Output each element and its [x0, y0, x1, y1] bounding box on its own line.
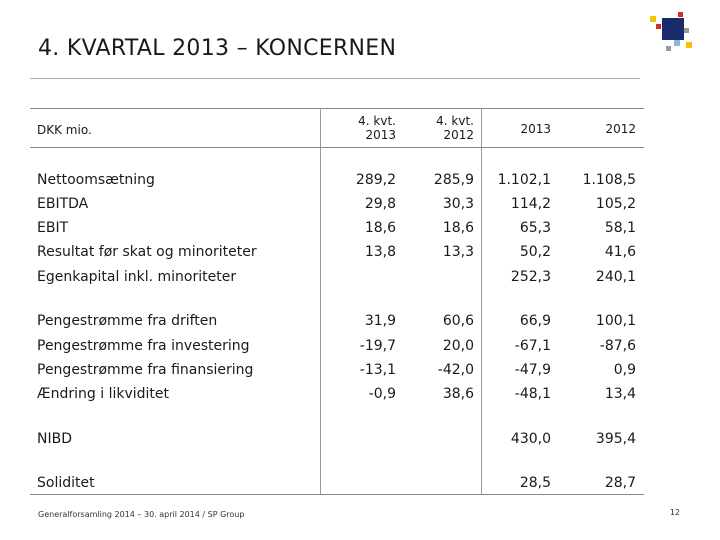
table-row	[30, 336, 644, 356]
logo-lightblue-square	[674, 40, 680, 46]
table-cell: 28,5	[519, 475, 551, 491]
table-cell: 252,3	[510, 269, 551, 285]
table-cell: 20,0	[442, 338, 474, 354]
row-label: Soliditet	[37, 475, 95, 491]
row-label: Pengestrømme fra finansiering	[37, 362, 254, 378]
table-cell: 100,1	[595, 313, 636, 329]
table-cell: 58,1	[604, 220, 636, 236]
column-header-2013: 2013	[520, 122, 551, 136]
table-cell: 0,9	[613, 362, 636, 378]
table-cell: 60,6	[442, 313, 474, 329]
column-header-q4-2012: 4. kvt. 2012	[436, 114, 474, 142]
table-cell: 18,6	[442, 220, 474, 236]
table-cell: -48,1	[514, 386, 551, 402]
table-cell: -67,1	[514, 338, 551, 354]
table-row	[30, 384, 644, 404]
table-cell: -13,1	[359, 362, 396, 378]
table-cell: 30,3	[442, 196, 474, 212]
table-cell: 240,1	[595, 269, 636, 285]
table-cell: 13,3	[442, 244, 474, 260]
logo-gray-square-2	[666, 46, 671, 51]
table-bottom-rule	[30, 494, 644, 495]
table-cell: 41,6	[604, 244, 636, 260]
table-cell: -87,6	[599, 338, 636, 354]
table-cell: 29,8	[364, 196, 396, 212]
page-title: 4. KVARTAL 2013 – KONCERNEN	[38, 36, 397, 61]
row-label: Pengestrømme fra investering	[37, 338, 250, 354]
table-row	[30, 311, 644, 331]
table-cell: 13,4	[604, 386, 636, 402]
table-cell: 1.108,5	[582, 172, 636, 188]
row-label: Resultat før skat og minoriteter	[37, 244, 257, 260]
table-cell: 65,3	[519, 220, 551, 236]
row-label: Pengestrømme fra driften	[37, 313, 218, 329]
logo-yellow-square	[650, 16, 656, 22]
table-cell: -42,0	[437, 362, 474, 378]
table-cell: 1.102,1	[497, 172, 551, 188]
page-number: 12	[669, 508, 680, 517]
unit-label: DKK mio.	[37, 123, 92, 137]
row-label: Ændring i likviditet	[37, 386, 170, 402]
table-cell: 38,6	[442, 386, 474, 402]
logo-red-square-2	[678, 12, 683, 17]
table-cell: 105,2	[595, 196, 636, 212]
table-cell: 430,0	[510, 431, 551, 447]
table-row	[30, 429, 644, 449]
row-label: Nettoomsætning	[37, 172, 155, 188]
table-row	[30, 360, 644, 380]
row-label: EBIT	[37, 220, 69, 236]
table-cell: -47,9	[514, 362, 551, 378]
table-row	[30, 218, 644, 238]
logo-yellow-square-2	[686, 42, 692, 48]
table-row	[30, 170, 644, 190]
table-cell: 13,8	[364, 244, 396, 260]
table-cell: 66,9	[519, 313, 551, 329]
row-label: Egenkapital inkl. minoriteter	[37, 269, 237, 285]
column-header-q4-2013: 4. kvt. 2013	[358, 114, 396, 142]
logo-gray-square	[684, 28, 689, 33]
row-label: EBITDA	[37, 196, 89, 212]
table-body	[30, 0, 644, 540]
table-row	[30, 473, 644, 493]
logo-red-square	[656, 24, 661, 29]
table-cell: 18,6	[364, 220, 396, 236]
table-row	[30, 194, 644, 214]
table-cell: 395,4	[595, 431, 636, 447]
table-cell: 289,2	[355, 172, 396, 188]
table-cell: 50,2	[519, 244, 551, 260]
column-header-2012: 2012	[605, 122, 636, 136]
row-label: NIBD	[37, 431, 72, 447]
footer-text: Generalforsamling 2014 – 30. april 2014 / SP Group	[38, 510, 245, 519]
table-cell: -19,7	[359, 338, 396, 354]
table-cell: -0,9	[368, 386, 396, 402]
company-logo	[646, 12, 696, 56]
table-cell: 31,9	[364, 313, 396, 329]
table-cell: 285,9	[433, 172, 474, 188]
table-row	[30, 267, 644, 287]
table-cell: 114,2	[510, 196, 551, 212]
table-cell: 28,7	[604, 475, 636, 491]
logo-navy-square	[662, 18, 684, 40]
table-row	[30, 242, 644, 262]
